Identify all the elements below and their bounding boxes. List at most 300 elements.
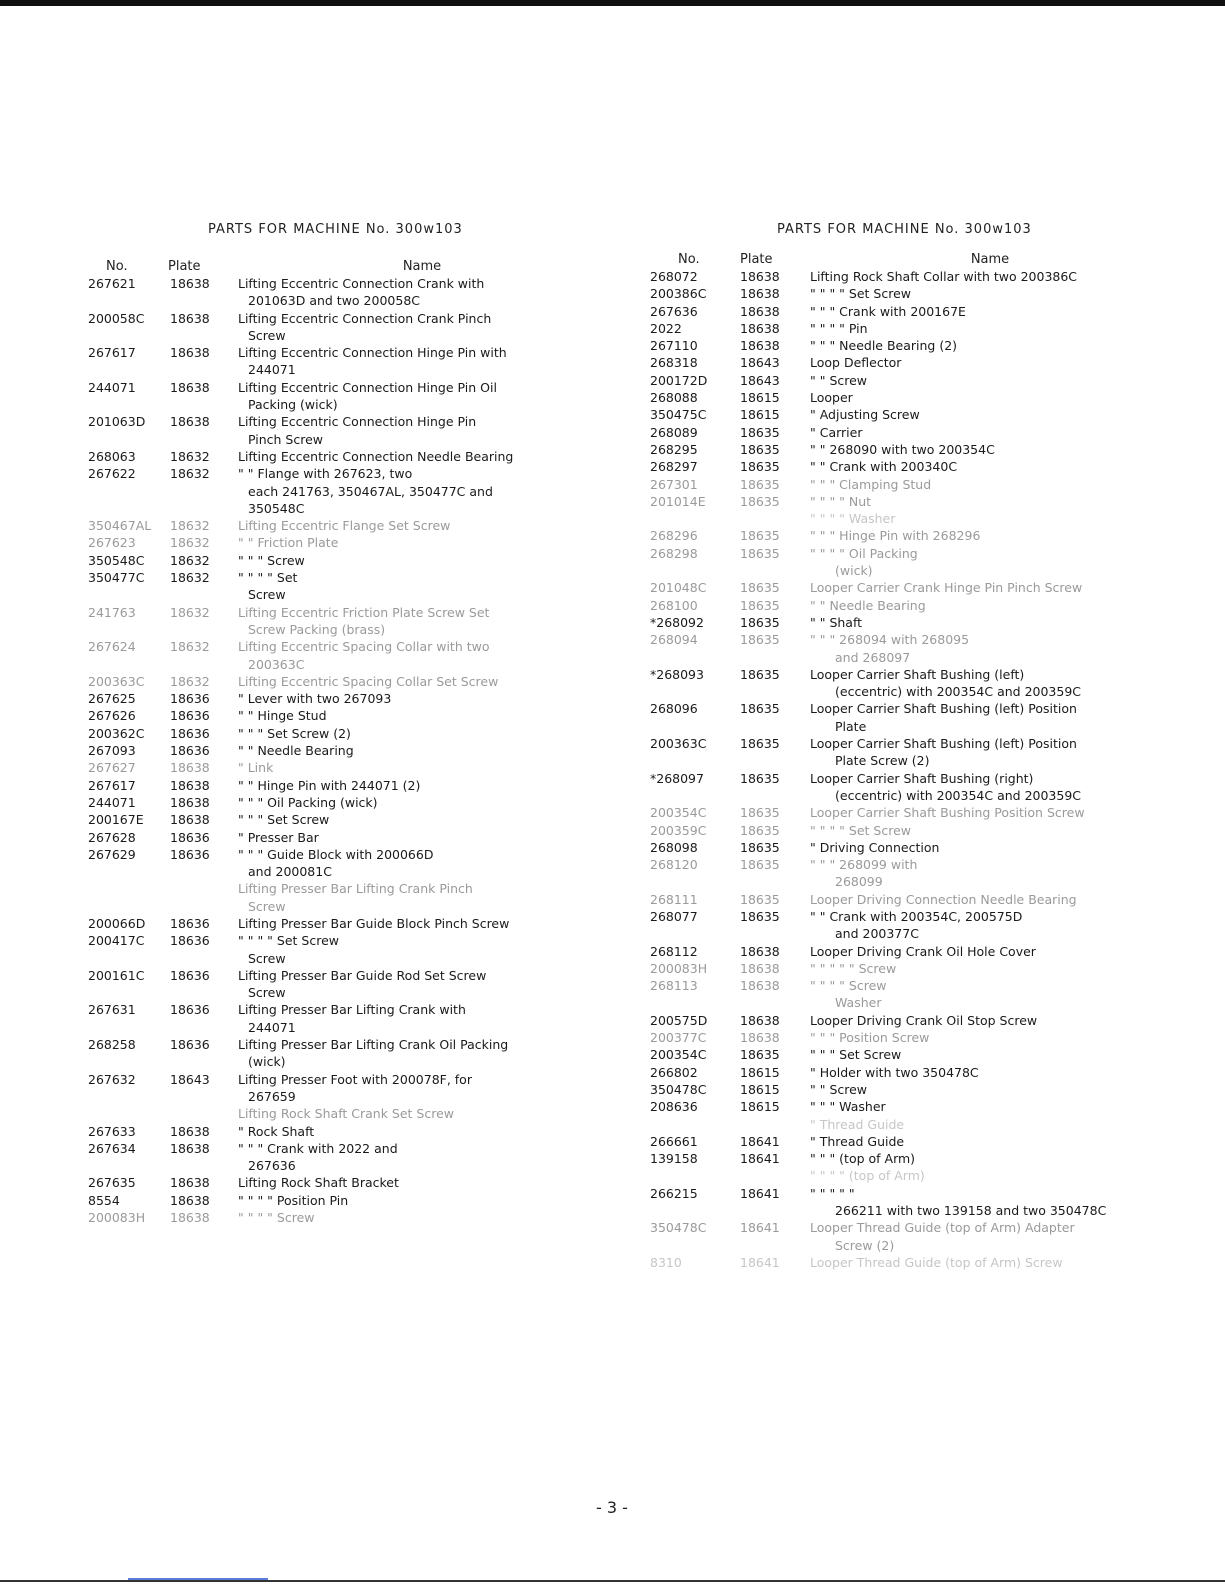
plate-number: 18638 (740, 338, 780, 354)
part-number: 268088 (650, 390, 698, 406)
part-name: " " " Needle Bearing (2) (810, 338, 958, 354)
part-name: " " Flange with 267623, two (238, 466, 413, 482)
part-number: 268096 (650, 701, 698, 717)
part-name: Lifting Eccentric Connection Hinge Pin (238, 414, 477, 430)
part-row (650, 320, 1170, 337)
plate-number: 18638 (170, 812, 210, 828)
part-row (650, 943, 1170, 960)
part-row (88, 604, 608, 621)
part-name: Looper Carrier Shaft Bushing (right) (810, 770, 1034, 786)
part-name-continuation: and 200081C (248, 864, 332, 880)
plate-number: 18632 (170, 639, 210, 655)
part-row (650, 1150, 1170, 1167)
part-row (88, 932, 608, 949)
part-row (88, 725, 608, 742)
part-name: " Adjusting Screw (810, 407, 920, 423)
part-name: Looper Carrier Shaft Bushing (left) Position (810, 736, 1077, 752)
part-row (650, 1046, 1170, 1063)
plate-number: 18635 (740, 441, 780, 457)
part-name: " Rock Shaft (238, 1123, 315, 1139)
part-name: Looper Driving Crank Oil Hole Cover (810, 943, 1036, 959)
part-number: 350478C (650, 1220, 707, 1236)
part-number: 266661 (650, 1133, 698, 1149)
part-name: " Thread Guide (810, 1133, 905, 1149)
part-name: Lifting Rock Shaft Collar with two 200386C (810, 269, 1078, 284)
plate-number: 18632 (170, 535, 210, 551)
part-name-continuation: 201063D and two 200058C (248, 293, 420, 309)
part-row (650, 1081, 1170, 1098)
part-number: 200058C (88, 310, 145, 326)
part-name: " " Shaft (810, 614, 863, 630)
part-number: 267622 (88, 466, 136, 482)
part-name-continuation: Pinch Screw (248, 431, 324, 447)
part-number: 268298 (650, 545, 698, 561)
part-number: 268296 (650, 528, 698, 544)
part-number: 208636 (650, 1099, 698, 1115)
part-number: 268111 (650, 891, 698, 907)
part-name: " " " " Nut (810, 493, 872, 509)
part-number: 267623 (88, 535, 136, 551)
part-number: 201048C (650, 580, 707, 596)
part-row (650, 597, 1170, 614)
part-row (650, 1098, 1170, 1115)
part-number: 200417C (88, 933, 145, 949)
part-name: " " " Set Screw (810, 1047, 902, 1063)
part-row (650, 1116, 1170, 1133)
plate-number (740, 510, 810, 527)
part-row (88, 707, 608, 724)
part-number: 267110 (650, 338, 698, 354)
part-row (88, 794, 608, 811)
part-name: " " " (top of Arm) (810, 1151, 916, 1167)
part-row (88, 967, 608, 984)
part-name: " " " Guide Block with 200066D (238, 846, 434, 862)
part-name-continuation: Screw Packing (brass) (248, 621, 386, 637)
part-name: " " 268090 with two 200354C (810, 441, 995, 457)
part-name: Lifting Eccentric Connection Needle Bearing (238, 448, 514, 464)
plate-number: 18638 (170, 276, 210, 291)
part-number: 268318 (650, 355, 698, 371)
part-row (88, 742, 608, 759)
col-plate-header: Plate (168, 259, 201, 274)
plate-number: 18636 (170, 743, 210, 759)
part-row (88, 673, 608, 690)
part-name: " " " " Set (238, 570, 298, 586)
part-name-continuation: 244071 (248, 1019, 296, 1035)
part-row (650, 510, 1170, 527)
part-row (650, 476, 1170, 493)
part-name: Loop Deflector (810, 355, 902, 371)
part-row (650, 804, 1170, 821)
plate-number: 18641 (740, 1151, 780, 1167)
plate-number: 18635 (740, 493, 780, 509)
part-row (650, 839, 1170, 856)
plate-number: 18635 (740, 805, 780, 821)
col-name-header: Name (402, 259, 442, 274)
part-row (650, 666, 1170, 683)
part-row (88, 690, 608, 707)
plate-number (740, 1167, 810, 1184)
part-row (650, 545, 1170, 562)
plate-number: 18635 (740, 1047, 780, 1063)
left-heading: PARTS FOR MACHINE No. 300w103 (208, 222, 463, 237)
part-row (88, 569, 608, 586)
part-row (88, 310, 608, 327)
part-name: Looper Carrier Shaft Bushing (left) (810, 666, 1025, 682)
plate-number: 18635 (740, 908, 780, 924)
part-row (88, 1105, 608, 1122)
part-row (88, 829, 608, 846)
part-row (88, 759, 608, 776)
plate-number: 18638 (740, 960, 780, 976)
plate-number: 18638 (740, 1012, 780, 1028)
part-row (650, 631, 1170, 648)
part-number: 267636 (650, 303, 698, 319)
part-number: 200172D (650, 372, 708, 388)
part-number: 267617 (88, 345, 136, 361)
part-row (650, 891, 1170, 908)
part-row (650, 389, 1170, 406)
part-number: 200575D (650, 1012, 708, 1028)
part-number: 139158 (650, 1151, 698, 1167)
part-row (650, 372, 1170, 389)
part-name-continuation: 267636 (248, 1158, 296, 1174)
part-number: 268063 (88, 448, 136, 464)
part-number: 267631 (88, 1002, 136, 1018)
part-name: " " " " Washer (810, 511, 896, 527)
plate-number: 18632 (170, 570, 210, 586)
plate-number: 18615 (740, 390, 780, 406)
part-row (650, 977, 1170, 994)
part-name-continuation: (eccentric) with 200354C and 200359C (835, 684, 1082, 700)
plate-number: 18635 (740, 701, 780, 717)
part-name-continuation: Plate Screw (2) (835, 753, 930, 769)
part-number: 267301 (650, 476, 698, 492)
part-name: " " " " Screw (810, 978, 887, 994)
plate-number: 18641 (740, 1185, 780, 1201)
part-row (88, 638, 608, 655)
part-number: 350478C (650, 1081, 707, 1097)
part-number: 267633 (88, 1123, 136, 1139)
plate-number: 18638 (170, 794, 210, 810)
part-name: Lifting Eccentric Connection Hinge Pin Oil (238, 379, 497, 395)
part-name: " " " " Pin (810, 320, 868, 336)
part-name: " " " " Set Screw (810, 822, 911, 838)
part-number: 244071 (88, 379, 136, 395)
left-parts-list (88, 275, 608, 1226)
part-name: " " " Position Screw (810, 1030, 930, 1046)
plate-number: 18636 (170, 933, 210, 949)
part-name: Lifting Rock Shaft Bracket (238, 1175, 399, 1191)
plate-number: 18641 (740, 1254, 780, 1270)
part-name: " " Crank with 200340C (810, 459, 958, 475)
part-number: 267626 (88, 708, 136, 724)
part-name-continuation: Screw (248, 950, 286, 966)
part-row (88, 517, 608, 534)
plate-number: 18635 (740, 632, 780, 648)
part-name-continuation: and 200377C (835, 926, 919, 942)
part-number: 200362C (88, 725, 145, 741)
left-parts-column (88, 222, 608, 1226)
part-row (650, 354, 1170, 371)
plate-number: 18638 (170, 1175, 210, 1191)
part-number: 201014E (650, 493, 706, 509)
part-row (650, 1064, 1170, 1081)
part-name: " " " " Set Screw (238, 933, 339, 949)
plate-number: 18635 (740, 424, 780, 440)
part-name: Lifting Presser Bar Guide Block Pinch Screw (238, 915, 510, 931)
part-name: Looper Driving Connection Needle Bearing (810, 891, 1077, 907)
part-name: Lifting Rock Shaft Crank Set Screw (238, 1106, 454, 1122)
plate-number: 18635 (740, 839, 780, 855)
plate-number: 18638 (740, 286, 780, 302)
part-name: Lifting Eccentric Flange Set Screw (238, 518, 451, 534)
plate-number: 18635 (740, 580, 780, 596)
part-row (88, 1209, 608, 1226)
plate-number: 18635 (740, 736, 780, 752)
part-name: " " " " " Screw (810, 960, 897, 976)
part-number (650, 1116, 740, 1133)
part-row (88, 880, 608, 897)
part-number: 267628 (88, 829, 136, 845)
col-name-header: Name (970, 252, 1010, 267)
plate-number: 18638 (170, 414, 210, 430)
part-name: " " " Set Screw (238, 812, 330, 828)
part-number: 200354C (650, 805, 707, 821)
plate-number: 18635 (740, 597, 780, 613)
plate-number: 18638 (170, 760, 210, 776)
plate-number: 18641 (740, 1220, 780, 1236)
plate-number: 18615 (740, 407, 780, 423)
part-name-continuation: each 241763, 350467AL, 350477C and (248, 483, 493, 499)
part-row (650, 441, 1170, 458)
part-row (650, 1133, 1170, 1150)
part-name: " " " " Screw (238, 1210, 315, 1226)
plate-number (170, 1105, 238, 1122)
part-name: " " " Hinge Pin with 268296 (810, 528, 981, 544)
plate-number (740, 1116, 810, 1133)
plate-number: 18635 (740, 891, 780, 907)
part-name-continuation: Screw (248, 898, 286, 914)
part-row (88, 846, 608, 863)
part-name: " " " Washer (810, 1099, 886, 1115)
top-scan-edge (0, 0, 1225, 6)
part-row (650, 960, 1170, 977)
part-row (650, 579, 1170, 596)
part-number: 200167E (88, 812, 144, 828)
plate-number: 18635 (740, 857, 780, 873)
part-row (650, 303, 1170, 320)
part-name: " " " " (top of Arm) (810, 1168, 925, 1184)
plate-number: 18636 (170, 691, 210, 707)
plate-number: 18635 (740, 528, 780, 544)
part-name-continuation: Packing (wick) (248, 397, 338, 413)
plate-number: 18636 (170, 915, 210, 931)
part-name-continuation: (wick) (835, 563, 873, 579)
part-number: 267617 (88, 777, 136, 793)
part-name: " Presser Bar (238, 829, 319, 845)
part-name-continuation: 244071 (248, 362, 296, 378)
col-no-header: No. (678, 252, 700, 267)
part-name: " " Hinge Pin with 244071 (2) (238, 777, 421, 793)
part-row (650, 1012, 1170, 1029)
part-name: Lifting Eccentric Connection Hinge Pin with (238, 345, 507, 361)
plate-number: 18638 (170, 1210, 210, 1226)
page-number: - 3 - (596, 1498, 628, 1517)
part-number: 200359C (650, 822, 707, 838)
plate-number: 18641 (740, 1133, 780, 1149)
part-number: 266802 (650, 1064, 698, 1080)
part-name: " " " Screw (238, 552, 305, 568)
plate-number: 18636 (170, 829, 210, 845)
plate-number: 18632 (170, 466, 210, 482)
plate-number: 18635 (740, 545, 780, 561)
part-row (88, 1001, 608, 1018)
part-row (88, 275, 608, 292)
part-row (88, 1174, 608, 1191)
part-row (88, 552, 608, 569)
part-name: Lifting Presser Bar Lifting Crank Pinch (238, 881, 473, 897)
part-number (88, 880, 170, 897)
part-number: 244071 (88, 794, 136, 810)
plate-number: 18632 (170, 448, 210, 464)
part-name-continuation: 200363C (248, 656, 305, 672)
part-number: 201063D (88, 414, 146, 430)
part-number: 200161C (88, 967, 145, 983)
part-row (88, 465, 608, 482)
part-name-continuation: (wick) (248, 1054, 286, 1070)
part-row (88, 1036, 608, 1053)
plate-number: 18638 (740, 320, 780, 336)
part-name: " Holder with two 350478C (810, 1064, 979, 1080)
plate-number: 18636 (170, 846, 210, 862)
part-number: 267632 (88, 1071, 136, 1087)
plate-number (170, 880, 238, 897)
part-name: " " " 268094 with 268095 (810, 632, 970, 648)
part-number: 2022 (650, 320, 682, 336)
part-row (650, 1029, 1170, 1046)
right-parts-column (650, 222, 1170, 1271)
part-number: 268112 (650, 943, 698, 959)
part-number: 268098 (650, 839, 698, 855)
part-number: 200066D (88, 915, 146, 931)
plate-number: 18632 (170, 552, 210, 568)
part-name: " " Screw (810, 1081, 868, 1097)
part-name: Looper Thread Guide (top of Arm) Adapter (810, 1220, 1075, 1236)
plate-number: 18635 (740, 614, 780, 630)
part-number: 267634 (88, 1140, 136, 1156)
part-number: 268100 (650, 597, 698, 613)
part-name-continuation: Plate (835, 718, 867, 734)
part-number: 267629 (88, 846, 136, 862)
part-name-continuation: 350548C (248, 500, 305, 516)
part-name: Lifting Presser Bar Guide Rod Set Screw (238, 967, 487, 983)
plate-number: 18643 (740, 372, 780, 388)
part-name: Lifting Eccentric Spacing Collar Set Screw (238, 673, 499, 689)
plate-number: 18636 (170, 725, 210, 741)
plate-number: 18638 (170, 379, 210, 395)
part-name-continuation: Screw (248, 587, 286, 603)
part-name: " " " Crank with 2022 and (238, 1140, 398, 1156)
plate-number: 18636 (170, 1002, 210, 1018)
col-plate-header: Plate (740, 252, 773, 267)
part-number: 200363C (88, 673, 145, 689)
part-row (650, 1254, 1170, 1271)
part-row (88, 1123, 608, 1140)
part-name: Looper Carrier Shaft Bushing (left) Position (810, 701, 1077, 717)
part-name: " " Needle Bearing (238, 743, 354, 759)
plate-number: 18636 (170, 1037, 210, 1053)
part-name: " " " " Oil Packing (810, 545, 918, 561)
part-number: 267627 (88, 760, 136, 776)
left-column-headers (88, 259, 608, 275)
plate-number: 18615 (740, 1081, 780, 1097)
part-name: Lifting Presser Bar Lifting Crank Oil Packing (238, 1037, 509, 1053)
part-name: Looper Driving Crank Oil Stop Screw (810, 1012, 1038, 1028)
part-row (650, 527, 1170, 544)
part-name-continuation: (eccentric) with 200354C and 200359C (835, 787, 1082, 803)
bottom-scan-edge (0, 1580, 1225, 1582)
part-row (650, 458, 1170, 475)
plate-number: 18638 (740, 943, 780, 959)
part-row (88, 777, 608, 794)
part-name-continuation: Screw (248, 327, 286, 343)
part-number (650, 1167, 740, 1184)
part-name: " " " Clamping Stud (810, 476, 932, 492)
plate-number: 18643 (170, 1071, 210, 1087)
part-name: Looper (810, 390, 853, 406)
part-name: Lifting Eccentric Connection Crank Pinch (238, 310, 492, 326)
part-row (650, 268, 1170, 285)
part-name: " Driving Connection (810, 839, 940, 855)
part-name: " " " " Set Screw (810, 286, 911, 302)
part-name: " " " Set Screw (2) (238, 725, 351, 741)
plate-number: 18615 (740, 1099, 780, 1115)
part-name: Lifting Eccentric Friction Plate Screw Set (238, 604, 490, 620)
bottom-link-underline (128, 1578, 268, 1580)
part-name: Lifting Presser Bar Lifting Crank with (238, 1002, 466, 1018)
col-no-header: No. (106, 259, 128, 274)
part-row (650, 700, 1170, 717)
part-number: 350475C (650, 407, 707, 423)
part-row (88, 811, 608, 828)
part-name: Looper Thread Guide (top of Arm) Screw (810, 1254, 1063, 1270)
part-row (650, 735, 1170, 752)
part-row (88, 1192, 608, 1209)
part-name: Looper Carrier Shaft Bushing Position Screw (810, 805, 1085, 821)
part-name: " " Hinge Stud (238, 708, 327, 724)
plate-number: 18636 (170, 708, 210, 724)
plate-number: 18638 (740, 978, 780, 994)
part-number: 350477C (88, 570, 145, 586)
plate-number: 18638 (740, 303, 780, 319)
plate-number: 18632 (170, 518, 210, 534)
part-name: " " Screw (810, 372, 868, 388)
part-number: 267624 (88, 639, 136, 655)
part-name: " " Crank with 200354C, 200575D (810, 908, 1023, 924)
part-name-continuation: 268099 (835, 874, 883, 890)
part-number: 241763 (88, 604, 136, 620)
part-number: 8310 (650, 1254, 682, 1270)
plate-number: 18638 (170, 310, 210, 326)
part-number: *268093 (650, 666, 704, 682)
part-number: 200363C (650, 736, 707, 752)
right-heading: PARTS FOR MACHINE No. 300w103 (777, 222, 1032, 237)
part-row (650, 1219, 1170, 1236)
part-row (88, 534, 608, 551)
part-name: " " " " Position Pin (238, 1192, 349, 1208)
part-name: Lifting Presser Foot with 200078F, for (238, 1071, 472, 1087)
